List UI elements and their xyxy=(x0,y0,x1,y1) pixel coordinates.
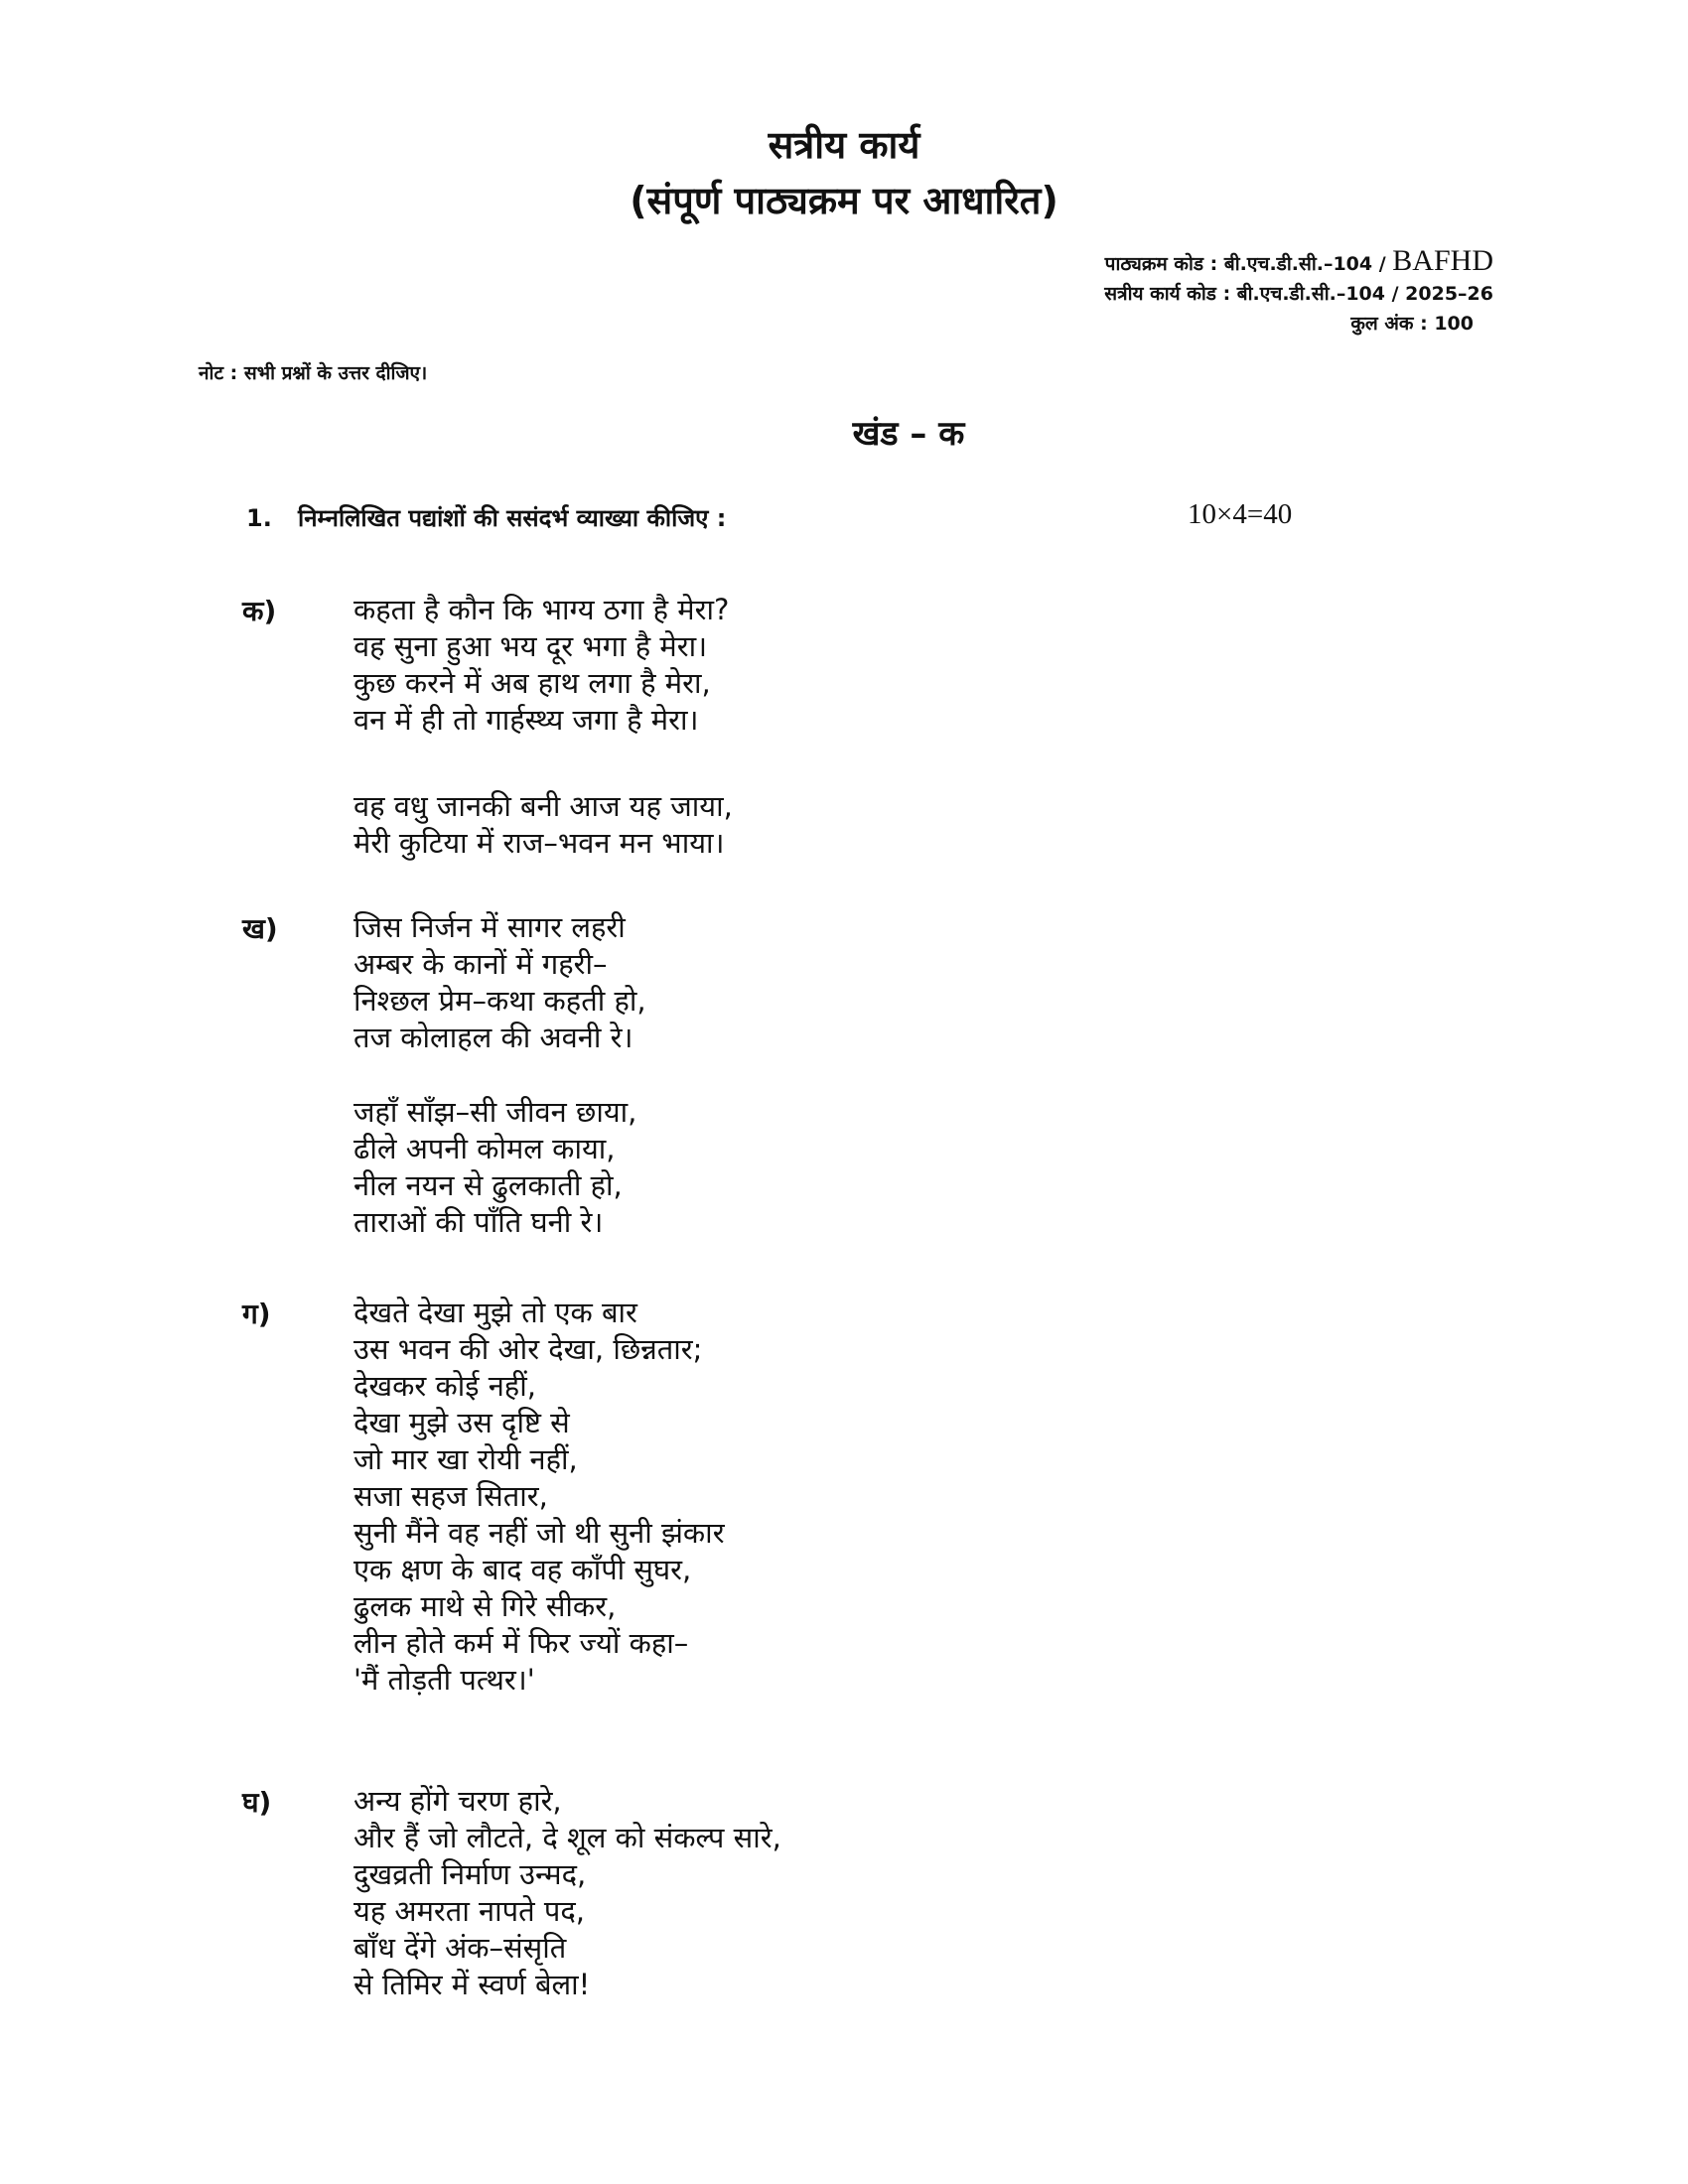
verse-line: वह वधु जानकी बनी आज यह जाया, xyxy=(353,789,733,823)
verse-line: वन में ही तो गार्हस्थ्य जगा है मेरा। xyxy=(353,703,699,737)
verse-line: बाँध देंगे अंक–संसृति xyxy=(353,1931,567,1965)
verse-line: देखा मुझे उस दृष्टि से xyxy=(353,1406,570,1439)
question-text: निम्नलिखित पद्यांशों की ससंदर्भ व्याख्या कीजिए : xyxy=(298,504,727,532)
verse-line: कुछ करने में अब हाथ लगा है मेरा, xyxy=(353,666,711,700)
course-code-label: पाठ्यक्रम कोड : बी.एच.डी.सी.–104 / xyxy=(1104,253,1393,275)
verse-line: निश्छल प्रेम–कथा कहती हो, xyxy=(353,984,646,1018)
verse-line: लीन होते कर्म में फिर ज्यों कहा– xyxy=(353,1626,689,1660)
course-code-latin: BAFHD xyxy=(1392,244,1493,277)
passage-label: क) xyxy=(242,595,277,627)
verse-line: तज कोलाहल की अवनी रे। xyxy=(353,1021,633,1054)
verse-line: देखकर कोई नहीं, xyxy=(353,1369,536,1403)
verse-line: और हैं जो लौटते, दे शूल को संकल्प सारे, xyxy=(353,1821,781,1854)
verse-line: मेरी कुटिया में राज–भवन मन भाया। xyxy=(353,826,725,860)
document-title xyxy=(0,117,1688,228)
verse-line: ताराओं की पाँति घनी रे। xyxy=(353,1205,604,1239)
verse-line: अम्बर के कानों में गहरी– xyxy=(353,947,608,981)
stanza xyxy=(353,909,646,1056)
verse-line: दुखव्रती निर्माण उन्मद, xyxy=(353,1857,587,1891)
verse-line: यह अमरता नापते पद, xyxy=(353,1894,585,1928)
verse-line: एक क्षण के बाद वह काँपी सुघर, xyxy=(353,1553,692,1586)
stanza xyxy=(353,788,733,862)
section-heading: खंड – क xyxy=(852,414,965,454)
passage-label: ग) xyxy=(242,1297,271,1330)
passage-label: ख) xyxy=(242,912,278,945)
question-1 xyxy=(246,501,1338,534)
verse-line: से तिमिर में स्वर्ण बेला! xyxy=(353,1968,591,2001)
assignment-code: सत्रीय कार्य कोड : बी.एच.डी.सी.–104 / 2025–26 xyxy=(1104,283,1493,305)
instruction-note: नोट : सभी प्रश्नों के उत्तर दीजिए। xyxy=(199,362,428,384)
passage-label: घ) xyxy=(242,1786,272,1819)
stanza xyxy=(353,592,729,739)
verse-line: कहता है कौन कि भाग्य ठगा है मेरा? xyxy=(353,593,730,626)
verse-line: जिस निर्जन में सागर लहरी xyxy=(353,910,626,944)
course-meta xyxy=(1104,246,1493,339)
verse-line: उस भवन की ओर देखा, छिन्नतार; xyxy=(353,1332,703,1366)
verse-line: सजा सहज सितार, xyxy=(353,1479,548,1513)
course-code xyxy=(1104,246,1493,279)
verse-line: देखते देखा मुझे तो एक बार xyxy=(353,1296,637,1329)
verse-line: नील नयन से ढुलकाती हो, xyxy=(353,1168,623,1202)
question-number: 1. xyxy=(246,504,272,532)
stanza xyxy=(353,1295,725,1699)
verse-line: जहाँ साँझ–सी जीवन छाया, xyxy=(353,1095,637,1129)
verse-line: ढीले अपनी कोमल काया, xyxy=(353,1132,616,1165)
stanza xyxy=(353,1094,636,1241)
total-marks: कुल अंक : 100 xyxy=(1350,313,1474,335)
verse-line: ढुलक माथे से गिरे सीकर, xyxy=(353,1589,617,1623)
title-line-2: (संपूर्ण पाठ्यक्रम पर आधारित) xyxy=(630,179,1058,222)
verse-line: वह सुना हुआ भय दूर भगा है मेरा। xyxy=(353,629,708,663)
verse-line: अन्य होंगे चरण हारे, xyxy=(353,1784,562,1818)
verse-line: 'मैं तोड़ती पत्थर।' xyxy=(353,1663,535,1697)
stanza xyxy=(353,1783,781,2003)
verse-line: जो मार खा रोयी नहीं, xyxy=(353,1442,578,1476)
verse-line: सुनी मैंने वह नहीं जो थी सुनी झंकार xyxy=(353,1516,725,1550)
title-line-1: सत्रीय कार्य xyxy=(768,123,920,167)
question-marks: 10×4=40 xyxy=(1188,498,1293,530)
